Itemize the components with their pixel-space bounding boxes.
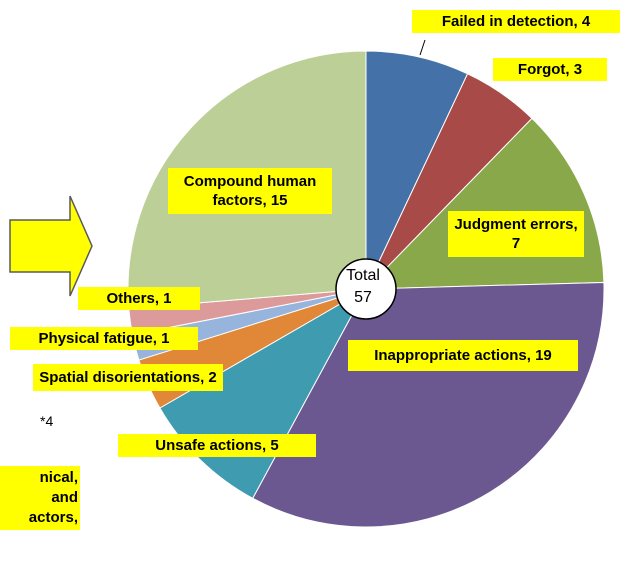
leader-line	[420, 40, 425, 55]
label-forgot: Forgot, 3	[493, 58, 607, 81]
label-failed-in-detection: Failed in detection, 4	[412, 10, 620, 33]
arrow-icon	[10, 196, 92, 296]
label-judgment-errors: Judgment errors, 7	[448, 211, 584, 257]
footnote-marker: *4	[40, 413, 54, 429]
label-partial-clipped: nical, and actors,	[0, 466, 80, 530]
label-unsafe-actions: Unsafe actions, 5	[118, 434, 316, 457]
label-physical-fatigue: Physical fatigue, 1	[10, 327, 198, 350]
label-compound-human-factors: Compound human factors, 15	[168, 168, 332, 214]
center-total-label	[339, 258, 387, 322]
label-spatial-disorientations: Spatial disorientations, 2	[33, 364, 223, 391]
total-value: 57	[354, 289, 372, 306]
label-inappropriate-actions: Inappropriate actions, 19	[348, 340, 578, 371]
total-title: Total	[346, 267, 380, 284]
label-others: Others, 1	[78, 287, 200, 310]
